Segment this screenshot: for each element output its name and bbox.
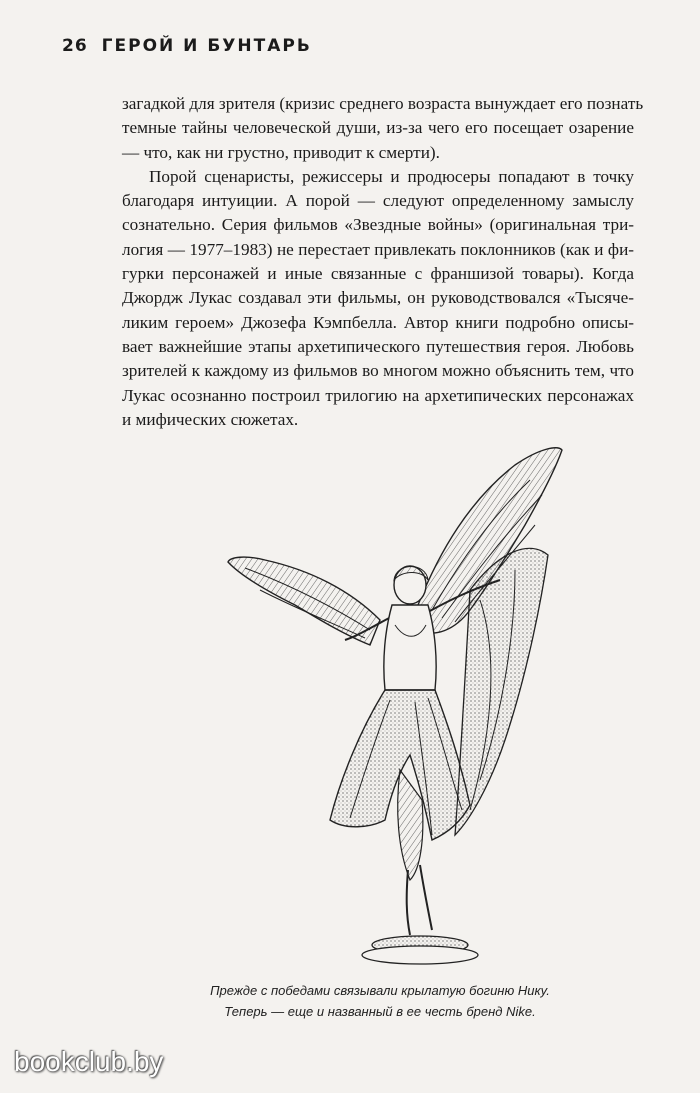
running-header bbox=[62, 36, 312, 56]
figure-caption bbox=[120, 980, 640, 1022]
text-line: благодаря интуиции. А порой — следуют определенному замыслу bbox=[122, 191, 634, 211]
text-line: сознательно. Серия фильмов «Звездные войны» (оригинальная три- bbox=[122, 215, 634, 235]
text-line: логия — 1977–1983) не перестает привлекать поклонников (как и фи- bbox=[122, 239, 634, 259]
text-line: Порой сценаристы, режиссеры и продюсеры попадают в точку bbox=[149, 166, 634, 186]
page-number: 26 bbox=[62, 36, 88, 56]
caption-line-2: Теперь — еще и названный в ее честь бренд Nike. bbox=[224, 1004, 536, 1019]
text-line: — что, как ни грустно, приводит к смерти). bbox=[122, 142, 440, 162]
text-line: Джордж Лукас создавал эти фильмы, он руководствовался «Тысяче- bbox=[122, 288, 634, 308]
running-title: ГЕРОЙ И БУНТАРЬ bbox=[101, 36, 312, 56]
winged-nike-statue-icon bbox=[170, 440, 610, 975]
text-line: загадкой для зрителя (кризис среднего возраста вынуждает его познать bbox=[122, 94, 644, 113]
watermark-logo: bookclub.by bbox=[14, 1046, 164, 1077]
text-line: зрителей к каждому из фильмов во многом можно объяснить тем, что bbox=[122, 361, 634, 381]
text-line: темные тайны человеческой души, из-за чего его посещает озарение bbox=[122, 118, 634, 138]
nike-statue-illustration bbox=[170, 440, 610, 975]
text-line: ликим героем» Джозефа Кэмпбелла. Автор книги подробно описы- bbox=[122, 312, 634, 332]
text-line: Лукас осознанно построил трилогию на архетипических персонажах bbox=[122, 385, 634, 405]
caption-line-1: Прежде с победами связывали крылатую богиню Нику. bbox=[210, 983, 550, 998]
text-line: гурки персонажей и иные связанные с франшизой товары). Когда bbox=[122, 264, 634, 284]
text-line: вает важнейшие этапы архетипического путешествия героя. Любовь bbox=[122, 336, 634, 356]
text-line: и мифических сюжетах. bbox=[122, 409, 299, 429]
body-text bbox=[122, 92, 644, 432]
